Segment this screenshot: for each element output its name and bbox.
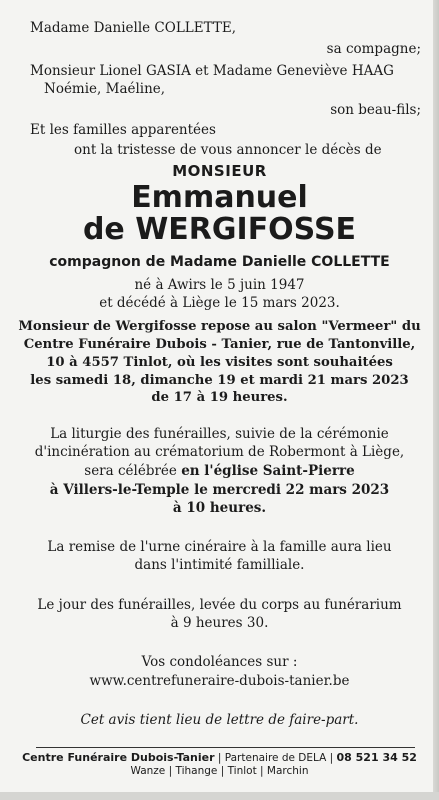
footer-company: Centre Funéraire Dubois-Tanier <box>22 751 215 764</box>
ceremony-line-4: à Villers-le-Temple le mercredi 22 mars 2023 <box>49 482 390 498</box>
condolences-line: Vos condoléances sur : <box>141 654 298 670</box>
ceremony-church: en l'église Saint-Pierre <box>181 463 355 479</box>
announcement-line: ont la tristesse de vous annoncer le décès de <box>74 142 382 158</box>
footer-phone: 08 521 34 52 <box>336 751 417 764</box>
visitation-line-3: 10 à 4557 Tinlot, où les visites sont souhaitées <box>46 355 393 370</box>
ceremony-line-1: La liturgie des funérailles, suivie de la cérémonie <box>50 426 389 442</box>
urn-line-2: dans l'intimité familliale. <box>134 557 305 573</box>
deceased-last-name: de WERGIFOSSE <box>82 212 357 247</box>
footer-main <box>0 751 439 765</box>
condolences-url[interactable]: www.centrefuneraire-dubois-tanier.be <box>89 673 350 689</box>
footer-locations: Wanze | Tihange | Tinlot | Marchin <box>130 765 309 777</box>
family-role-1: sa compagne; <box>326 41 421 57</box>
funeral-day-line-1: Le jour des funérailles, levée du corps au funérarium <box>37 597 402 613</box>
footer-separator-2: | <box>326 752 337 764</box>
ceremony-line-3-normal: sera célébrée <box>84 463 182 479</box>
family-member-3: Et les familles apparentées <box>30 122 216 138</box>
footer-divider <box>36 747 415 748</box>
family-member-1: Madame Danielle COLLETTE, <box>30 20 237 36</box>
page-edge-right <box>433 0 439 800</box>
visitation-line-5: de 17 à 19 heures. <box>151 390 288 405</box>
footer-partner: Partenaire de DELA <box>224 752 327 764</box>
family-role-2: son beau-fils; <box>330 102 421 118</box>
visitation-line-4: les samedi 18, dimanche 19 et mardi 21 mars 2023 <box>30 373 409 388</box>
ceremony-line-5: à 10 heures. <box>172 500 267 516</box>
ceremony-line-2: d'incinération au crématorium de Robermont à Liège, <box>34 444 405 460</box>
footer-separator-1: | <box>214 752 225 764</box>
deceased-first-name: Emmanuel <box>131 180 308 215</box>
deceased-born: né à Awirs le 5 juin 1947 <box>134 277 305 293</box>
visitation-line-2: Centre Funéraire Dubois - Tanier, rue de Tantonville, <box>23 337 416 352</box>
page-edge-bottom <box>0 792 439 800</box>
funeral-day-line-2: à 9 heures 30. <box>170 615 269 631</box>
urn-line-1: La remise de l'urne cinéraire à la famille aura lieu <box>47 539 392 555</box>
family-member-2b: Noémie, Maéline, <box>44 81 166 97</box>
deceased-title: MONSIEUR <box>172 162 267 180</box>
ceremony-line-3 <box>0 462 439 480</box>
notice-line: Cet avis tient lieu de lettre de faire-part. <box>80 712 359 728</box>
visitation-line-1: Monsieur de Wergifosse repose au salon "Vermeer" du <box>18 319 421 334</box>
deceased-companion: compagnon de Madame Danielle COLLETTE <box>49 254 390 270</box>
family-member-2: Monsieur Lionel GASIA et Madame Geneviève HAAG <box>30 63 394 79</box>
deceased-died: et décédé à Liège le 15 mars 2023. <box>99 295 340 311</box>
